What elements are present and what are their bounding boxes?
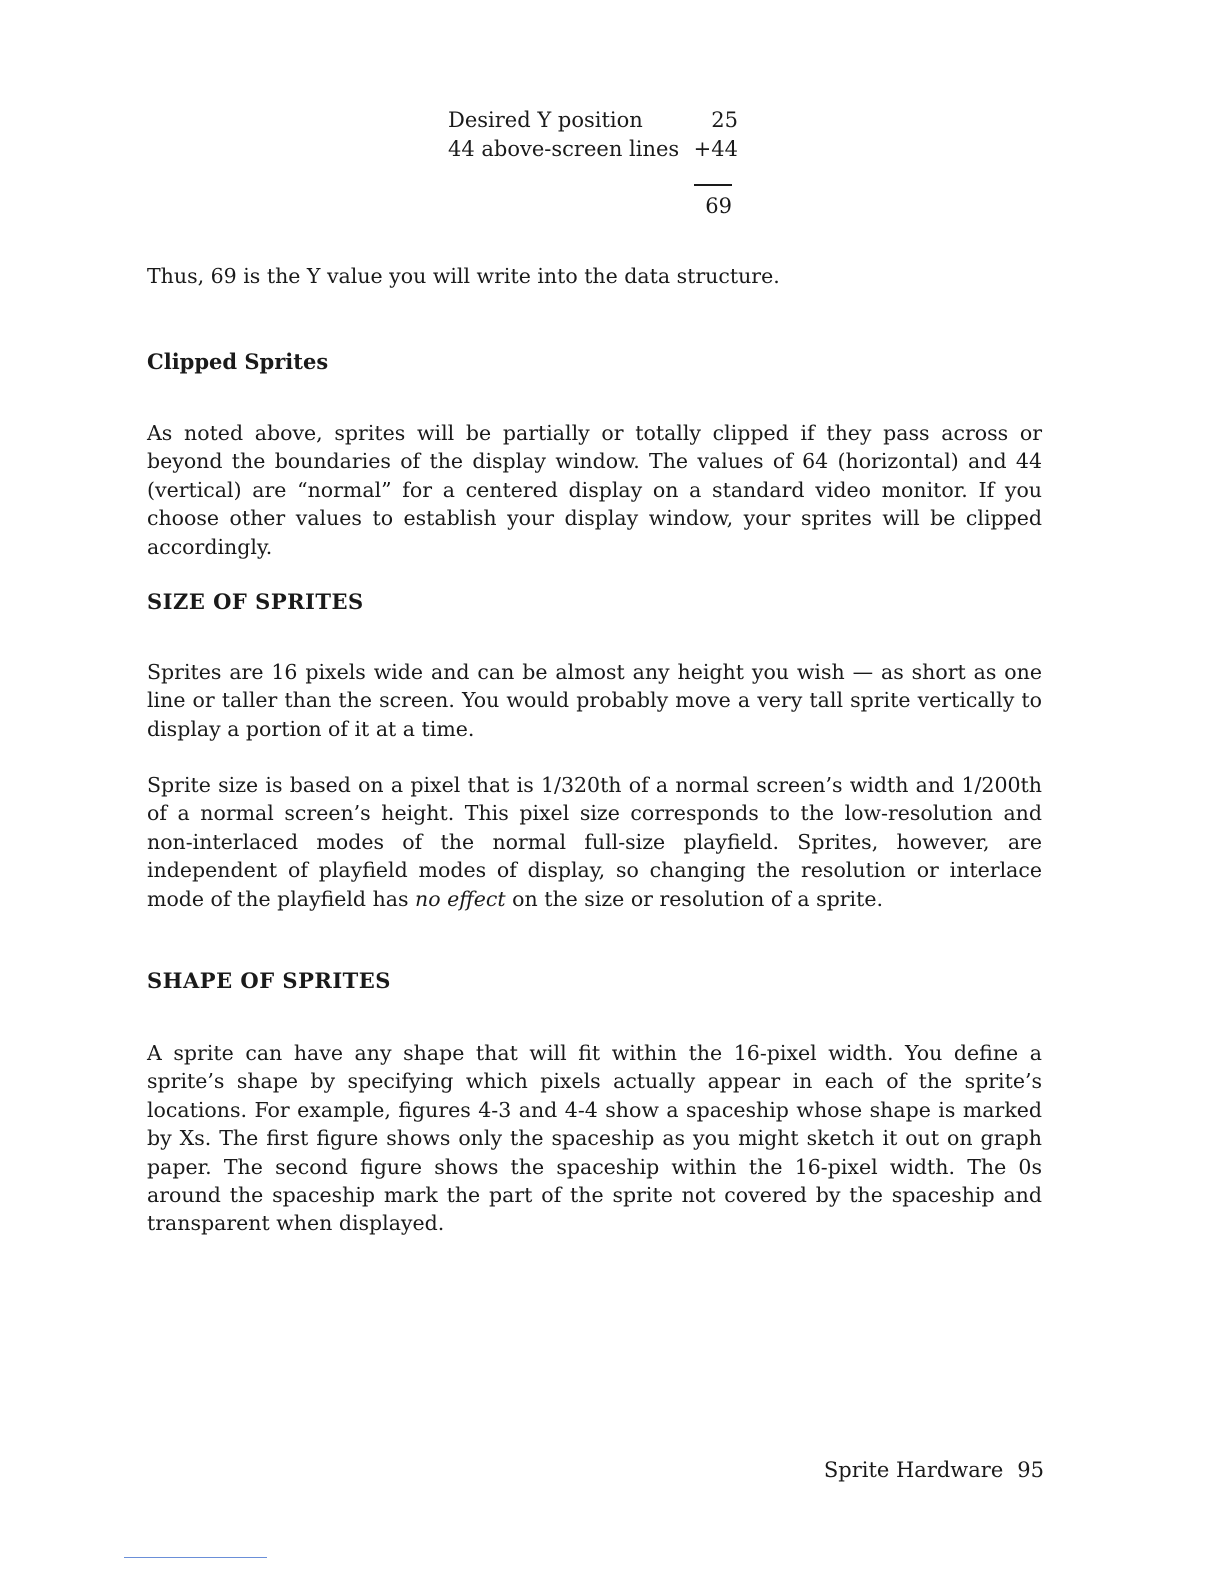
paragraph-shape-of-sprites: A sprite can have any shape that will fit within the 16-pixel width. You define a sprite’s shape by specifying which pixels actually appear in each of the sprite’s locations. For example, figures 4-3 and 4-4 show a spaceship whose shape is marked by Xs. The first figure shows only the spaceship as you might sketch it out on graph paper. The second figure shows the spaceship within the 16-pixel width. The 0s around the spaceship mark the part of the sprite not covered by the spaceship and transparent when displayed. [147,1041,1042,1236]
calc-value: 25 [711,108,738,132]
intro-sentence: Thus, 69 is the Y value you will write into the data structure. [147,264,780,288]
footer-section-title: Sprite Hardware [823,1458,1004,1482]
page-number: 95 [1017,1458,1044,1482]
sum-rule [694,184,732,186]
scan-artifact-line [124,1557,267,1558]
calc-label: 44 above-screen lines [448,137,680,161]
emphasis-no-effect: no effect [415,886,506,911]
calc-label: Desired Y position [448,108,643,132]
paragraph-size-2-text: Sprite size is based on a pixel that is 1/320th of a normal screen’s width and 1/200th of a normal screen’s height. This pixel size corresponds to the low-resolution and non-interlaced modes of the normal full-size playfield. Sprites, however, are independent of playfield modes of display, so changing the resolution or interlace mode of the playfield has [147,773,1042,911]
y-position-calculation [448,106,738,164]
heading-size-of-sprites: SIZE OF SPRITES [147,589,364,614]
page-footer [820,1456,1044,1484]
paragraph-size-2-tail: on the size or resolution of a sprite. [512,886,883,911]
calc-row-desired-y [448,106,738,135]
heading-clipped-sprites: Clipped Sprites [147,349,329,374]
paragraph-size-1: Sprites are 16 pixels wide and can be almost any height you wish — as short as one line or taller than the screen. You would probably move a very tall sprite vertically to display a portion of it at a time. [147,660,1042,741]
calc-value: +44 [693,137,738,161]
calc-row-above-screen [448,135,738,164]
calc-total: 69 [705,194,732,218]
paragraph-clipped-sprites: As noted above, sprites will be partially or totally clipped if they pass across or beyond the boundaries of the display window. The values of 64 (horizontal) and 44 (vertical) are “normal” for a centered display on a standard video monitor. If you choose other values to establish your display window, your sprites will be clipped accordingly. [147,421,1042,559]
heading-shape-of-sprites: SHAPE OF SPRITES [147,968,391,993]
paragraph-size-2 [147,771,1042,913]
